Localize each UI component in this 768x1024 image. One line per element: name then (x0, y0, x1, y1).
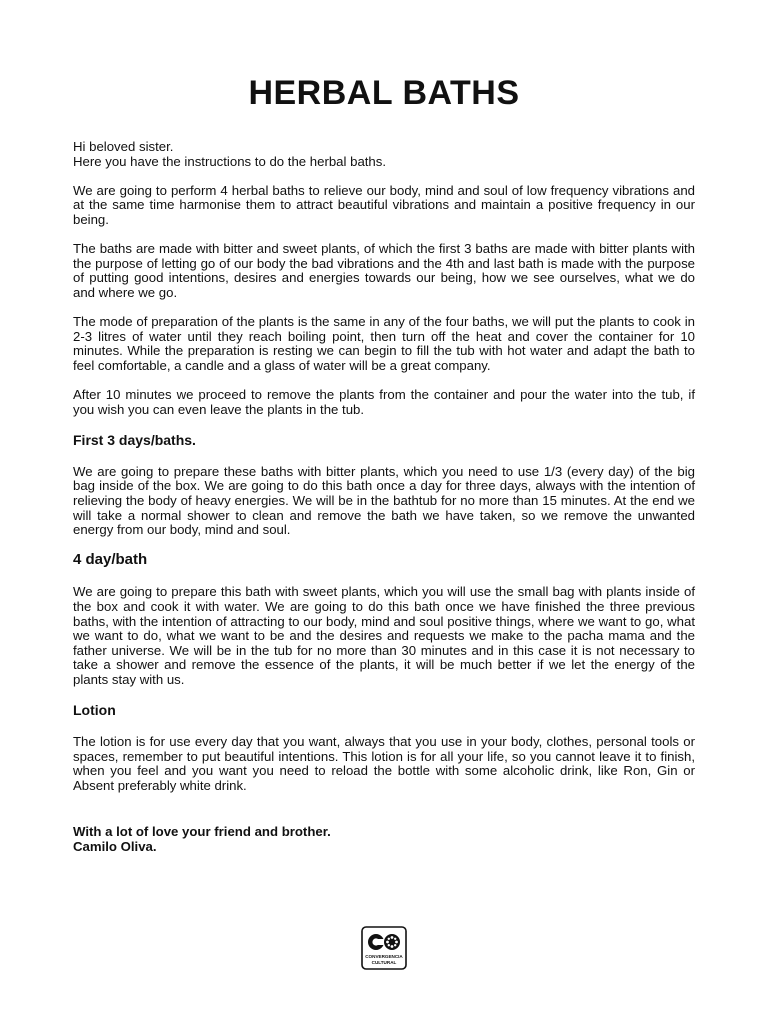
paragraph-preparation: The mode of preparation of the plants is the same in any of the four baths, we will put the plants to cook in 2-3 litres of water until they reach boiling point, then turn off the heat and cover the container for 10 minutes. While the preparation is resting we can begin to fill the tub with hot water and adapt the bath to feel comfortable, a candle and a glass of water will be a great company. (73, 314, 695, 373)
paragraph-first-baths: We are going to prepare these baths with bitter plants, which you need to use 1/3 (every day) of the big bag inside of the box. We are going to do this bath once a day for three days, always with the intention of relieving the body of heavy energies. We will be in the bathtub for no more than 15 minutes. At the end we will take a normal shower to clean and remove the bath we have taken, so we remove the unwanted energy from our body, mind and soul. (73, 463, 695, 538)
document-body (73, 140, 695, 854)
intro-line: Here you have the instructions to do the herbal baths. (73, 153, 387, 169)
convergencia-cultural-logo (361, 926, 407, 970)
heading-lotion: Lotion (73, 702, 116, 719)
paragraph-after-preparation: After 10 minutes we proceed to remove the plants from the container and pour the water into the tub, if you wish you can even leave the plants in the tub. (73, 387, 695, 417)
heading-first-baths: First 3 days/baths. (73, 431, 196, 448)
paragraph-plants: The baths are made with bitter and sweet plants, of which the first 3 baths are made with bitter plants with the purpose of letting go of our body the bad vibrations and the 4th and last bath is made with the purpose of putting good intentions, desires and energies towards our being, how we see ourselves, what we do and where we go. (73, 241, 695, 300)
paragraph-fourth-bath: We are going to prepare this bath with sweet plants, which you will use the small bag with plants inside of the box and cook it with water. We are going to do this bath once we have finished the three previous baths, with the intention of attracting to our body, mind and soul positive things, where we want to go, what we want to do, what we want to be and the desires and requests we make to the pacha mama and the father universe. We will be in the tub for no more than 30 minutes and in this case it is not necessary to take a shower and remove the essence of the plants, it will be much better if we let the energy of the plants stay with us. (73, 584, 695, 687)
paragraph-purpose: We are going to perform 4 herbal baths to relieve our body, mind and soul of low frequency vibrations and at the same time harmonise them to attract beautiful vibrations and maintain a positive frequency in our being. (73, 182, 695, 227)
heading-fourth-bath: 4 day/bath (73, 551, 148, 569)
logo-text-line2: CULTURAL (371, 960, 397, 965)
page-title: HERBAL BATHS (248, 74, 520, 112)
greeting-line: Hi beloved sister. (73, 139, 174, 154)
greeting-block (73, 140, 695, 169)
paragraph-lotion: The lotion is for use every day that you want, always that you use in your body, clothes, personal tools or spaces, remember to put beautiful intentions. This lotion is for all your life, so you cannot leave it to finish, when you feel and you want you need to reload the bottle with some alcoholic drink, like Ron, Gin or Absent preferably white drink. (73, 734, 695, 793)
logo-text-line1: CONVERGENCIA (365, 954, 403, 959)
signature: Camilo Oliva. (73, 838, 157, 854)
signoff-line: With a lot of love your friend and brother. (73, 823, 331, 839)
signoff-block (73, 824, 695, 854)
